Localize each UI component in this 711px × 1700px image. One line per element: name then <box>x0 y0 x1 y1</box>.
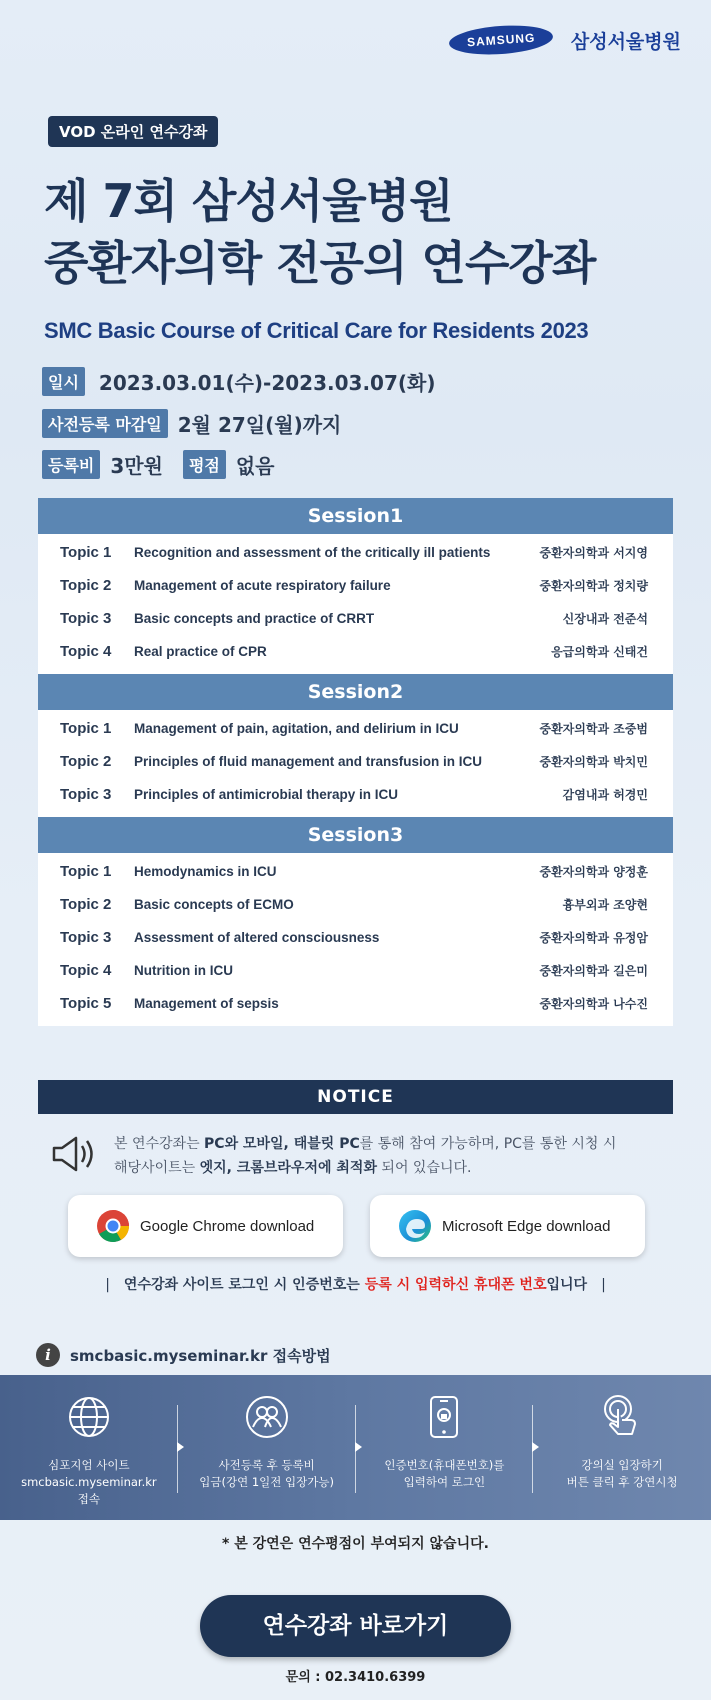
separator: | <box>105 1277 110 1293</box>
step-text: 인증번호(휴대폰번호)를 입력하여 로그인 <box>384 1458 505 1489</box>
topic-number: Topic 1 <box>60 544 112 561</box>
topic-title: Principles of antimicrobial therapy in ICU <box>134 787 399 802</box>
table-row <box>38 855 673 888</box>
table-row <box>38 745 673 778</box>
date-value: 2023.03.01(수)-2023.03.07(화) <box>98 371 436 395</box>
contact-info: 문의 : 02.3410.6399 <box>285 1670 426 1685</box>
steps-band <box>0 1375 711 1520</box>
users-icon <box>243 1393 291 1441</box>
topic-list <box>38 710 673 817</box>
table-row <box>38 569 673 602</box>
date-tag: 일시 <box>42 367 85 396</box>
table-row <box>38 602 673 635</box>
table-row <box>38 536 673 569</box>
phone-icon <box>420 1393 468 1441</box>
topic-speaker: 중환자의학과 조중범 <box>539 722 648 736</box>
topic-title: Management of sepsis <box>134 996 279 1011</box>
notice-line-1: 본 연수강좌는 PC와 모바일, 태블릿 PC를 통해 참여 가능하며, PC를 통한 시청 시 <box>114 1136 617 1152</box>
topic-title: Real practice of CPR <box>134 644 267 659</box>
step-text: 강의실 입장하기 버튼 클릭 후 강연시청 <box>566 1458 678 1489</box>
title-line-2: 중환자의학 전공의 연수강좌 <box>44 236 596 290</box>
topic-speaker: 중환자의학과 서지영 <box>539 546 648 560</box>
topic-speaker: 응급의학과 신태건 <box>551 645 648 659</box>
step-2 <box>178 1375 356 1520</box>
table-row <box>38 778 673 811</box>
speaker-icon <box>50 1132 100 1176</box>
topic-number: Topic 2 <box>60 896 112 913</box>
access-title-text: smcbasic.myseminar.kr 접속방법 <box>70 1346 331 1365</box>
topic-speaker: 중환자의학과 유정암 <box>539 931 648 945</box>
table-row <box>38 921 673 954</box>
date-row <box>42 367 435 396</box>
notice-lines <box>114 1132 616 1180</box>
step-text: 사전등록 후 등록비 입금(강연 1일전 입장가능) <box>199 1458 334 1489</box>
notice-line-2: 해당사이트는 엣지, 크롬브라우저에 최적화 되어 있습니다. <box>114 1160 472 1176</box>
topic-number: Topic 3 <box>60 610 112 627</box>
topic-number: Topic 2 <box>60 753 112 770</box>
table-row <box>38 954 673 987</box>
deadline-tag: 사전등록 마감일 <box>42 409 168 438</box>
topic-title: Hemodynamics in ICU <box>134 864 277 879</box>
topic-title: Principles of fluid management and transfusion in ICU <box>134 754 483 769</box>
fee-tag: 등록비 <box>42 450 100 479</box>
topic-number: Topic 1 <box>60 720 112 737</box>
topic-title: Nutrition in ICU <box>134 963 233 978</box>
header <box>449 26 681 54</box>
topic-number: Topic 4 <box>60 962 112 979</box>
step-4 <box>533 1375 711 1520</box>
topic-title: Assessment of altered consciousness <box>134 930 380 945</box>
table-row <box>38 987 673 1020</box>
credit-value: 없음 <box>235 454 275 478</box>
topic-title: Basic concepts of ECMO <box>134 897 294 912</box>
step-1 <box>0 1375 178 1520</box>
chrome-download-button[interactable] <box>68 1195 343 1257</box>
topic-speaker: 흉부외과 조양현 <box>562 898 648 912</box>
edge-download-label: Microsoft Edge download <box>442 1217 611 1235</box>
table-row <box>38 888 673 921</box>
samsung-logo: SAMSUNG <box>448 22 554 57</box>
touch-icon <box>598 1393 646 1441</box>
topic-number: Topic 5 <box>60 995 112 1012</box>
topic-speaker: 중환자의학과 정치량 <box>539 579 648 593</box>
notice-text <box>50 1132 616 1180</box>
edge-icon <box>398 1209 432 1243</box>
page-subtitle: SMC Basic Course of Critical Care for Residents 2023 <box>44 318 589 343</box>
hospital-name: 삼성서울병원 <box>570 30 681 53</box>
info-icon: i <box>36 1343 60 1367</box>
topic-number: Topic 2 <box>60 577 112 594</box>
session-header: Session3 <box>38 817 673 853</box>
table-row <box>38 635 673 668</box>
access-title <box>36 1343 331 1367</box>
topic-number: Topic 1 <box>60 863 112 880</box>
topic-list <box>38 853 673 1026</box>
topic-list <box>38 534 673 674</box>
topic-speaker: 중환자의학과 나수진 <box>539 997 648 1011</box>
chrome-icon <box>96 1209 130 1243</box>
topic-title: Recognition and assessment of the critically ill patients <box>134 545 491 560</box>
session-header: Session2 <box>38 674 673 710</box>
fee-row <box>42 450 275 479</box>
login-highlight: 등록 시 입력하신 휴대폰 번호 <box>364 1277 547 1293</box>
separator: | <box>601 1277 606 1293</box>
topic-speaker: 중환자의학과 길은미 <box>539 964 648 978</box>
deadline-row <box>42 409 341 438</box>
session-header: Session1 <box>38 498 673 534</box>
topic-speaker: 중환자의학과 박치민 <box>539 755 648 769</box>
topic-speaker: 중환자의학과 양정훈 <box>539 865 648 879</box>
table-row <box>38 712 673 745</box>
vod-badge: VOD 온라인 연수강좌 <box>48 116 218 147</box>
sessions-table <box>38 498 673 1026</box>
chrome-download-label: Google Chrome download <box>140 1217 315 1235</box>
topic-title: Basic concepts and practice of CRRT <box>134 611 375 626</box>
fee-value: 3만원 <box>110 454 163 478</box>
session-block <box>38 817 673 1026</box>
topic-title: Management of pain, agitation, and delirium in ICU <box>134 721 459 736</box>
page-title <box>44 170 595 294</box>
credit-tag: 평점 <box>183 450 226 479</box>
title-line-1: 제 7회 삼성서울병원 <box>44 174 453 228</box>
topic-speaker: 감염내과 허경민 <box>562 788 648 802</box>
step-text: 심포지엄 사이트 smcbasic.myseminar.kr 접속 <box>21 1458 157 1506</box>
topic-speaker: 신장내과 전준석 <box>562 612 648 626</box>
edge-download-button[interactable] <box>370 1195 645 1257</box>
notice-bar: NOTICE <box>38 1080 673 1114</box>
globe-icon <box>65 1393 113 1441</box>
topic-title: Management of acute respiratory failure <box>134 578 391 593</box>
topic-number: Topic 4 <box>60 643 112 660</box>
session-block <box>38 498 673 674</box>
session-block <box>38 674 673 817</box>
topic-number: Topic 3 <box>60 929 112 946</box>
login-note: | 연수강좌 사이트 로그인 시 인증번호는 등록 시 입력하신 휴대폰 번호입니다 | <box>105 1277 606 1293</box>
step-3 <box>356 1375 534 1520</box>
topic-number: Topic 3 <box>60 786 112 803</box>
credit-note: * 본 강연은 연수평점이 부여되지 않습니다. <box>222 1536 489 1552</box>
go-to-course-button[interactable]: 연수강좌 바로가기 <box>200 1595 511 1657</box>
deadline-value: 2월 27일(월)까지 <box>177 413 342 437</box>
